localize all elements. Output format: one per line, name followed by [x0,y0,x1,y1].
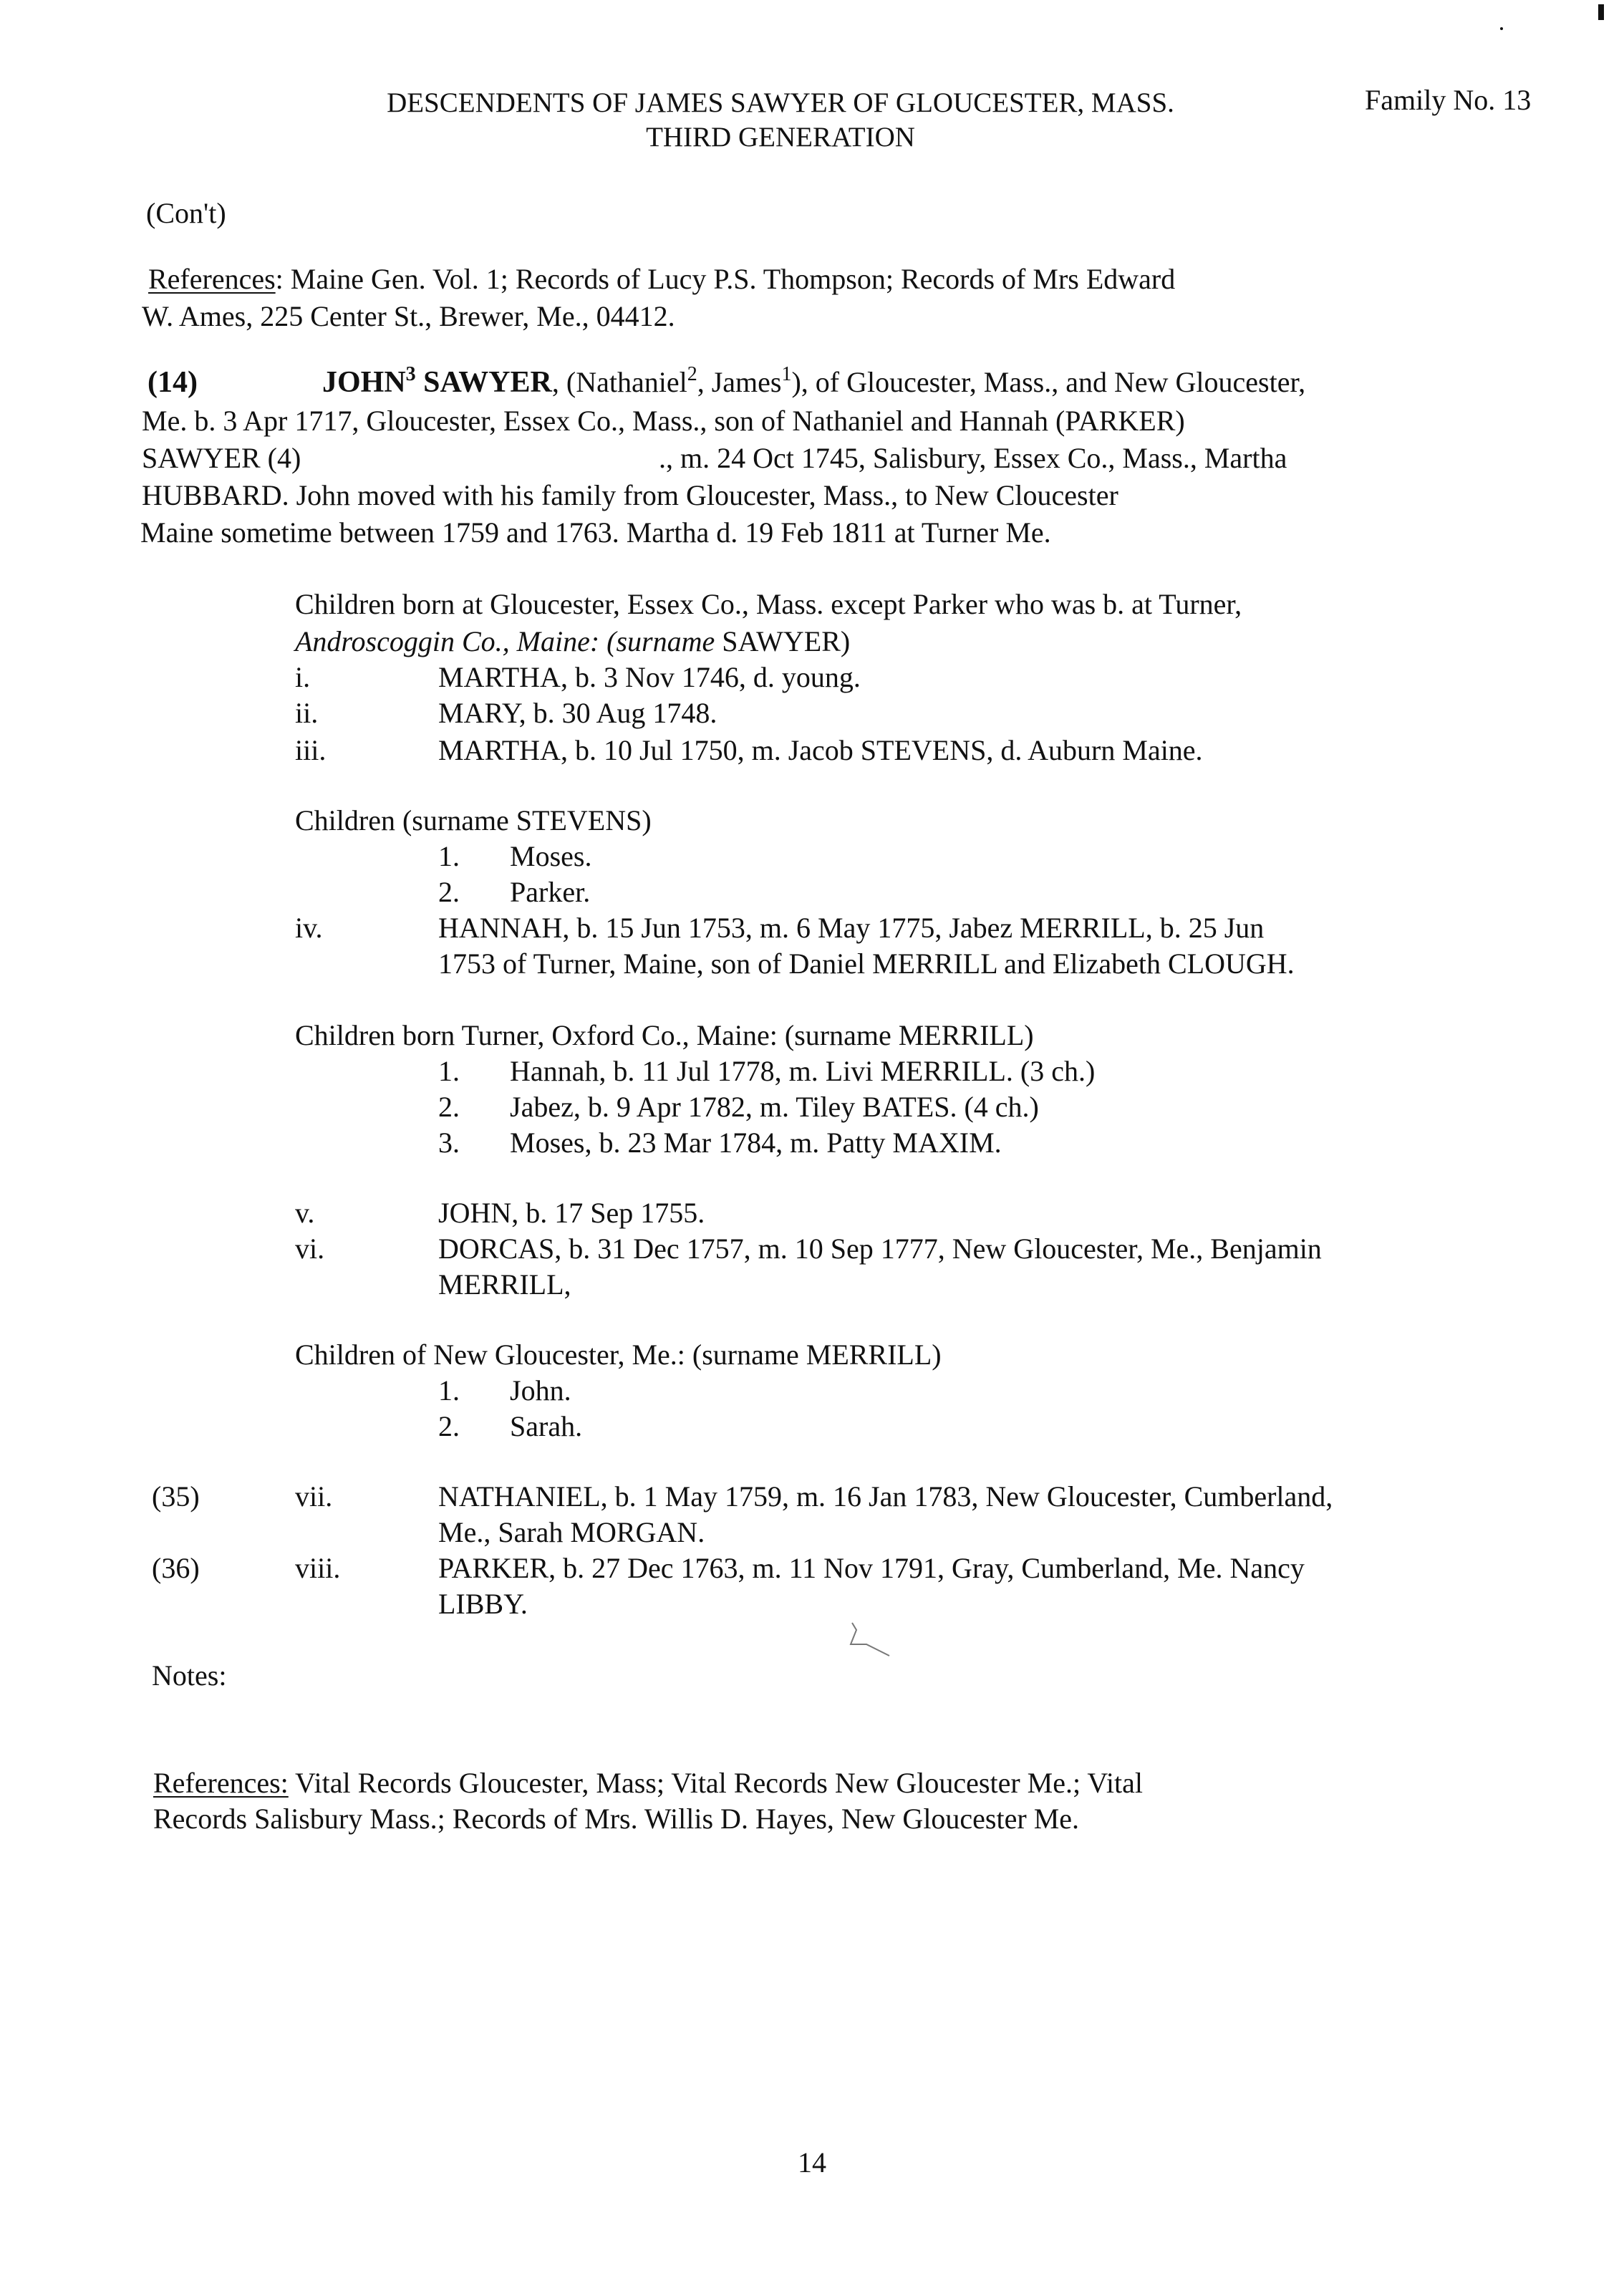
grandchild-text: Hannah, b. 11 Jul 1778, m. Livi MERRILL. (3 ch.) [510,1055,1096,1087]
entry-line2: Me. b. 3 Apr 1717, Gloucester, Essex Co., Mass., son of Nathaniel and Hannah (PARKER) [142,405,1185,437]
child-numeral: ii. [295,697,319,729]
child-numeral: vii. [295,1480,333,1513]
entry-name-last: SAWYER [415,366,552,399]
grandchild-text: John. [510,1374,571,1407]
child-text: JOHN, b. 17 Sep 1755. [438,1197,705,1229]
references-top-line1 [148,261,1175,298]
grandchild-text: Moses, b. 23 Mar 1784, m. Patty MAXIM. [510,1127,1002,1159]
child-text: HANNAH, b. 15 Jun 1753, m. 6 May 1775, Jabez MERRILL, b. 25 Jun [438,912,1265,944]
child-text: PARKER, b. 27 Dec 1763, m. 11 Nov 1791, Gray, Cumberland, Me. Nancy [438,1552,1305,1584]
references-bottom-line1 [153,1765,1143,1802]
grandchild-number: 1. [438,1055,460,1087]
child-numeral: v. [295,1197,315,1229]
children-intro-line2 [295,623,850,660]
child-text: MARTHA, b. 3 Nov 1746, d. young. [438,661,861,693]
child-numeral: i. [295,661,311,693]
entry-line4: HUBBARD. John moved with his family from Gloucester, Mass., to New Cloucester [142,479,1118,511]
child-text: DORCAS, b. 31 Dec 1757, m. 10 Sep 1777, New Gloucester, Me., Benjamin [438,1233,1322,1265]
child-text-cont: LIBBY. [438,1588,528,1620]
entry-line1-sup2: 1 [781,363,792,385]
family-number: Family No. 13 [1365,84,1532,116]
page-number: 14 [798,2146,826,2179]
references-label: References: [153,1767,289,1799]
entry-line1-b: , James [697,366,782,398]
stevens-heading: Children (surname STEVENS) [295,804,652,836]
continued-label: (Con't) [146,197,226,229]
child-text: MARTHA, b. 10 Jul 1750, m. Jacob STEVENS, d. Auburn Maine. [438,734,1203,766]
scan-mark [1598,4,1604,20]
child-text-cont: MERRILL, [438,1268,571,1301]
child-text: NATHANIEL, b. 1 May 1759, m. 16 Jan 1783, New Gloucester, Cumberland, [438,1480,1333,1513]
entry-line5: Maine sometime between 1759 and 1763. Martha d. 19 Feb 1811 at Turner Me. [140,516,1051,549]
grandchild-number: 2. [438,1091,460,1123]
child-text-cont: Me., Sarah MORGAN. [438,1516,705,1548]
entry-name-first: JOHN [322,366,406,399]
references-bottom-line2: Records Salisbury Mass.; Records of Mrs. Willis D. Hayes, New Gloucester Me. [153,1803,1080,1835]
entry-number: (14) [148,366,198,399]
grandchild-number: 2. [438,876,460,908]
notes-label: Notes: [152,1659,227,1692]
grandchild-text: Jabez, b. 9 Apr 1782, m. Tiley BATES. (4 ch.) [510,1091,1039,1123]
child-numeral: viii. [295,1552,341,1584]
entry-line1-c: ), of Gloucester, Mass., and New Gloucester, [791,366,1306,398]
entry-line1 [322,364,1305,401]
entry-name-gen: 3 [405,363,416,385]
entry-line1-sup1: 2 [687,363,697,385]
entry-line3a: SAWYER (4) [142,442,301,474]
entry-line3b: ., m. 24 Oct 1745, Salisbury, Essex Co., Mass., Martha [659,442,1287,474]
grandchild-text: Parker. [510,876,591,908]
child-numeral: iv. [295,912,323,944]
children-intro-line1: Children born at Gloucester, Essex Co., Mass. except Parker who was b. at Turner, [295,588,1242,620]
grandchild-number: 3. [438,1127,460,1159]
child-text-cont: 1753 of Turner, Maine, son of Daniel MERRILL and Elizabeth CLOUGH. [438,947,1295,980]
entry-line1-a: , (Nathaniel [551,366,687,398]
child-ref-number: (36) [152,1552,200,1584]
child-numeral: iii. [295,734,327,766]
child-ref-number: (35) [152,1480,200,1513]
references-text: Vital Records Gloucester, Mass; Vital Records New Gloucester Me.; Vital [288,1767,1143,1799]
references-label: References [148,263,276,295]
children-intro-italic: Androscoggin Co., Maine: (surname [295,625,715,657]
references-top-line2: W. Ames, 225 Center St., Brewer, Me., 04412. [142,300,675,332]
children-intro-rest: SAWYER) [715,625,851,657]
grandchild-text: Moses. [510,840,592,872]
child-text: MARY, b. 30 Aug 1748. [438,697,717,729]
references-text: : Maine Gen. Vol. 1; Records of Lucy P.S. Thompson; Records of Mrs Edward [275,263,1176,295]
child-numeral: vi. [295,1233,325,1265]
merrill-ng-heading: Children of New Gloucester, Me.: (surname MERRILL) [295,1338,942,1371]
grandchild-text: Sarah. [510,1410,583,1442]
merrill-turner-heading: Children born Turner, Oxford Co., Maine: (surname MERRILL) [295,1019,1034,1051]
page-title: DESCENDENTS OF JAMES SAWYER OF GLOUCESTER, MASS. [387,87,1174,118]
pencil-mark [845,1619,902,1661]
scan-dot [1500,27,1503,30]
grandchild-number: 1. [438,1374,460,1407]
page-subtitle: THIRD GENERATION [646,122,915,153]
grandchild-number: 2. [438,1410,460,1442]
grandchild-number: 1. [438,840,460,872]
